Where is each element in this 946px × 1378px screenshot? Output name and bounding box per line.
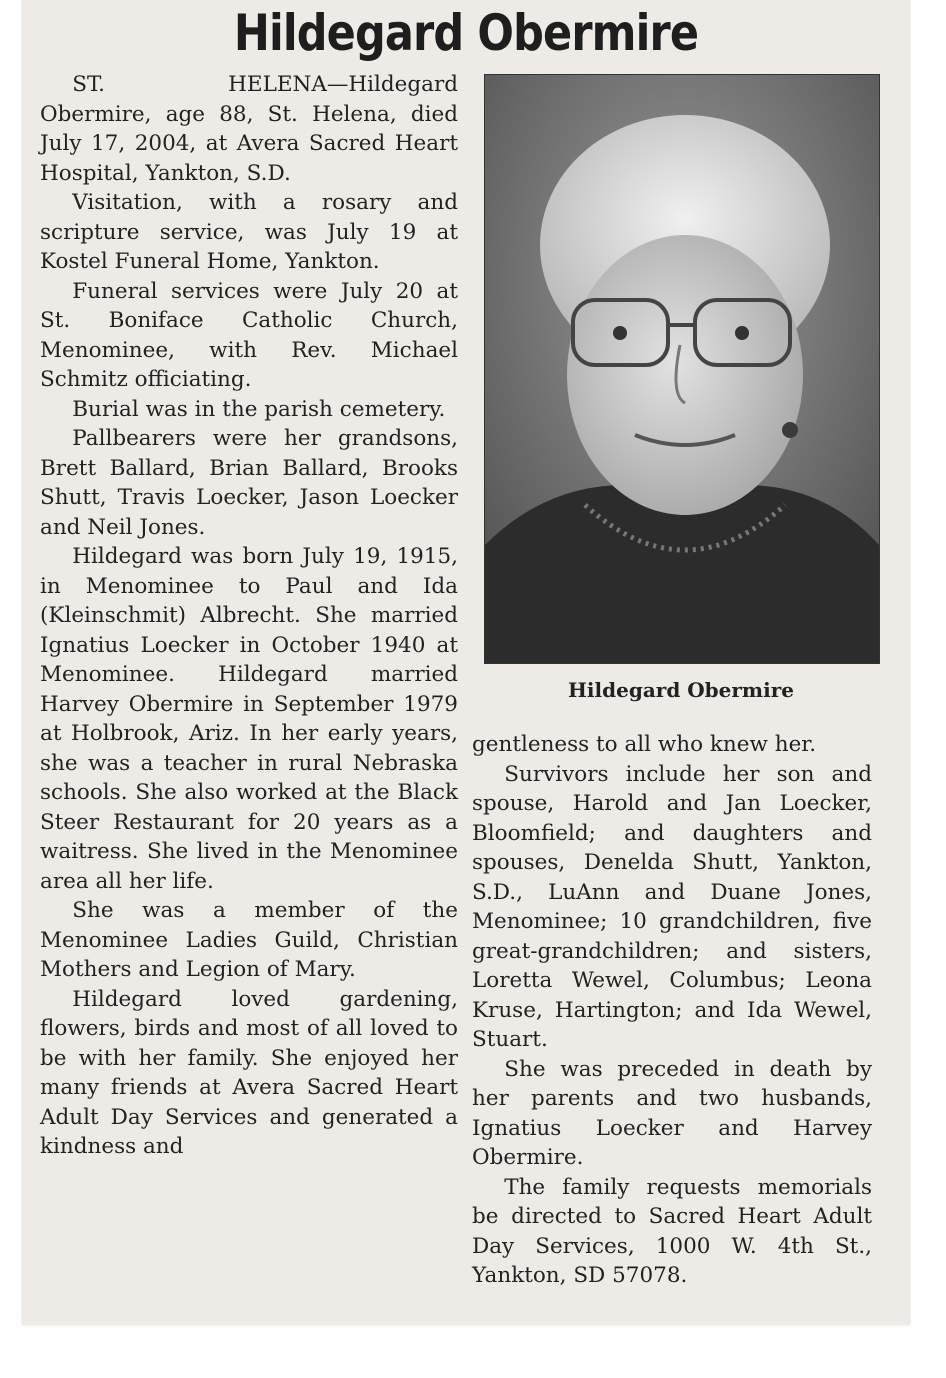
left-column <box>40 70 458 1162</box>
paragraph: gentleness to all who knew her. <box>472 732 817 757</box>
paragraph: Pallbearers were her grandsons, Brett Ballard, Brian Ballard, Brooks Shutt, Travis Loecker, Jason Loecker and Neil Jones. <box>40 426 458 540</box>
newspaper-clipping <box>22 0 910 1325</box>
paragraph: Survivors include her son and spouse, Harold and Jan Loecker, Bloomfield; and daughters and spouses, Denelda Shutt, Yankton, S.D., LuAnn and Duane Jones, Menominee; 10 grandchildren, five great-grandchildren; and sisters, Loretta Wewel, Columbus; Leona Kruse, Hartington; and Ida Wewel, Stuart. <box>472 761 872 1052</box>
paragraph: She was preceded in death by her parents and two husbands, Ignatius Loecker and Harvey Obermire. <box>472 1056 872 1170</box>
paragraph: Hildegard loved gardening, flowers, birds and most of all loved to be with her family. She enjoyed her many friends at Avera Sacred Heart Adult Day Services and generated a kindness and <box>40 986 458 1159</box>
headline: Hildegard Obermire <box>233 4 699 62</box>
portrait-illustration <box>485 75 879 663</box>
paragraph: The family requests memorials be directed to Sacred Heart Adult Day Services, 1000 W. 4th St., Yankton, SD 57078. <box>472 1174 872 1288</box>
paragraph: ST. HELENA—Hildegard Obermire, age 88, St. Helena, died July 17, 2004, at Avera Sacred Heart Hospital, Yankton, S.D. <box>40 72 458 186</box>
right-column <box>472 730 872 1291</box>
photo-caption: Hildegard Obermire <box>568 678 794 702</box>
paragraph: Funeral services were July 20 at St. Boniface Catholic Church, Menominee, with Rev. Michael Schmitz officiating. <box>40 278 458 392</box>
portrait-photo <box>484 74 880 664</box>
paragraph: She was a member of the Menominee Ladies Guild, Christian Mothers and Legion of Mary. <box>40 898 458 982</box>
paragraph: Visitation, with a rosary and scripture service, was July 19 at Kostel Funeral Home, Yankton. <box>40 190 458 274</box>
paragraph: Hildegard was born July 19, 1915, in Menominee to Paul and Ida (Kleinschmit) Albrecht. She married Ignatius Loecker in October 1940 at Menominee. Hildegard married Harvey Obermire in September 1979 at Holbrook, Ariz. In her early years, she was a teacher in rural Nebraska schools. She also worked at the Black Steer Restaurant for 20 years as a waitress. She lived in the Menominee area all her life. <box>40 544 458 894</box>
paragraph: Burial was in the parish cemetery. <box>72 396 446 422</box>
